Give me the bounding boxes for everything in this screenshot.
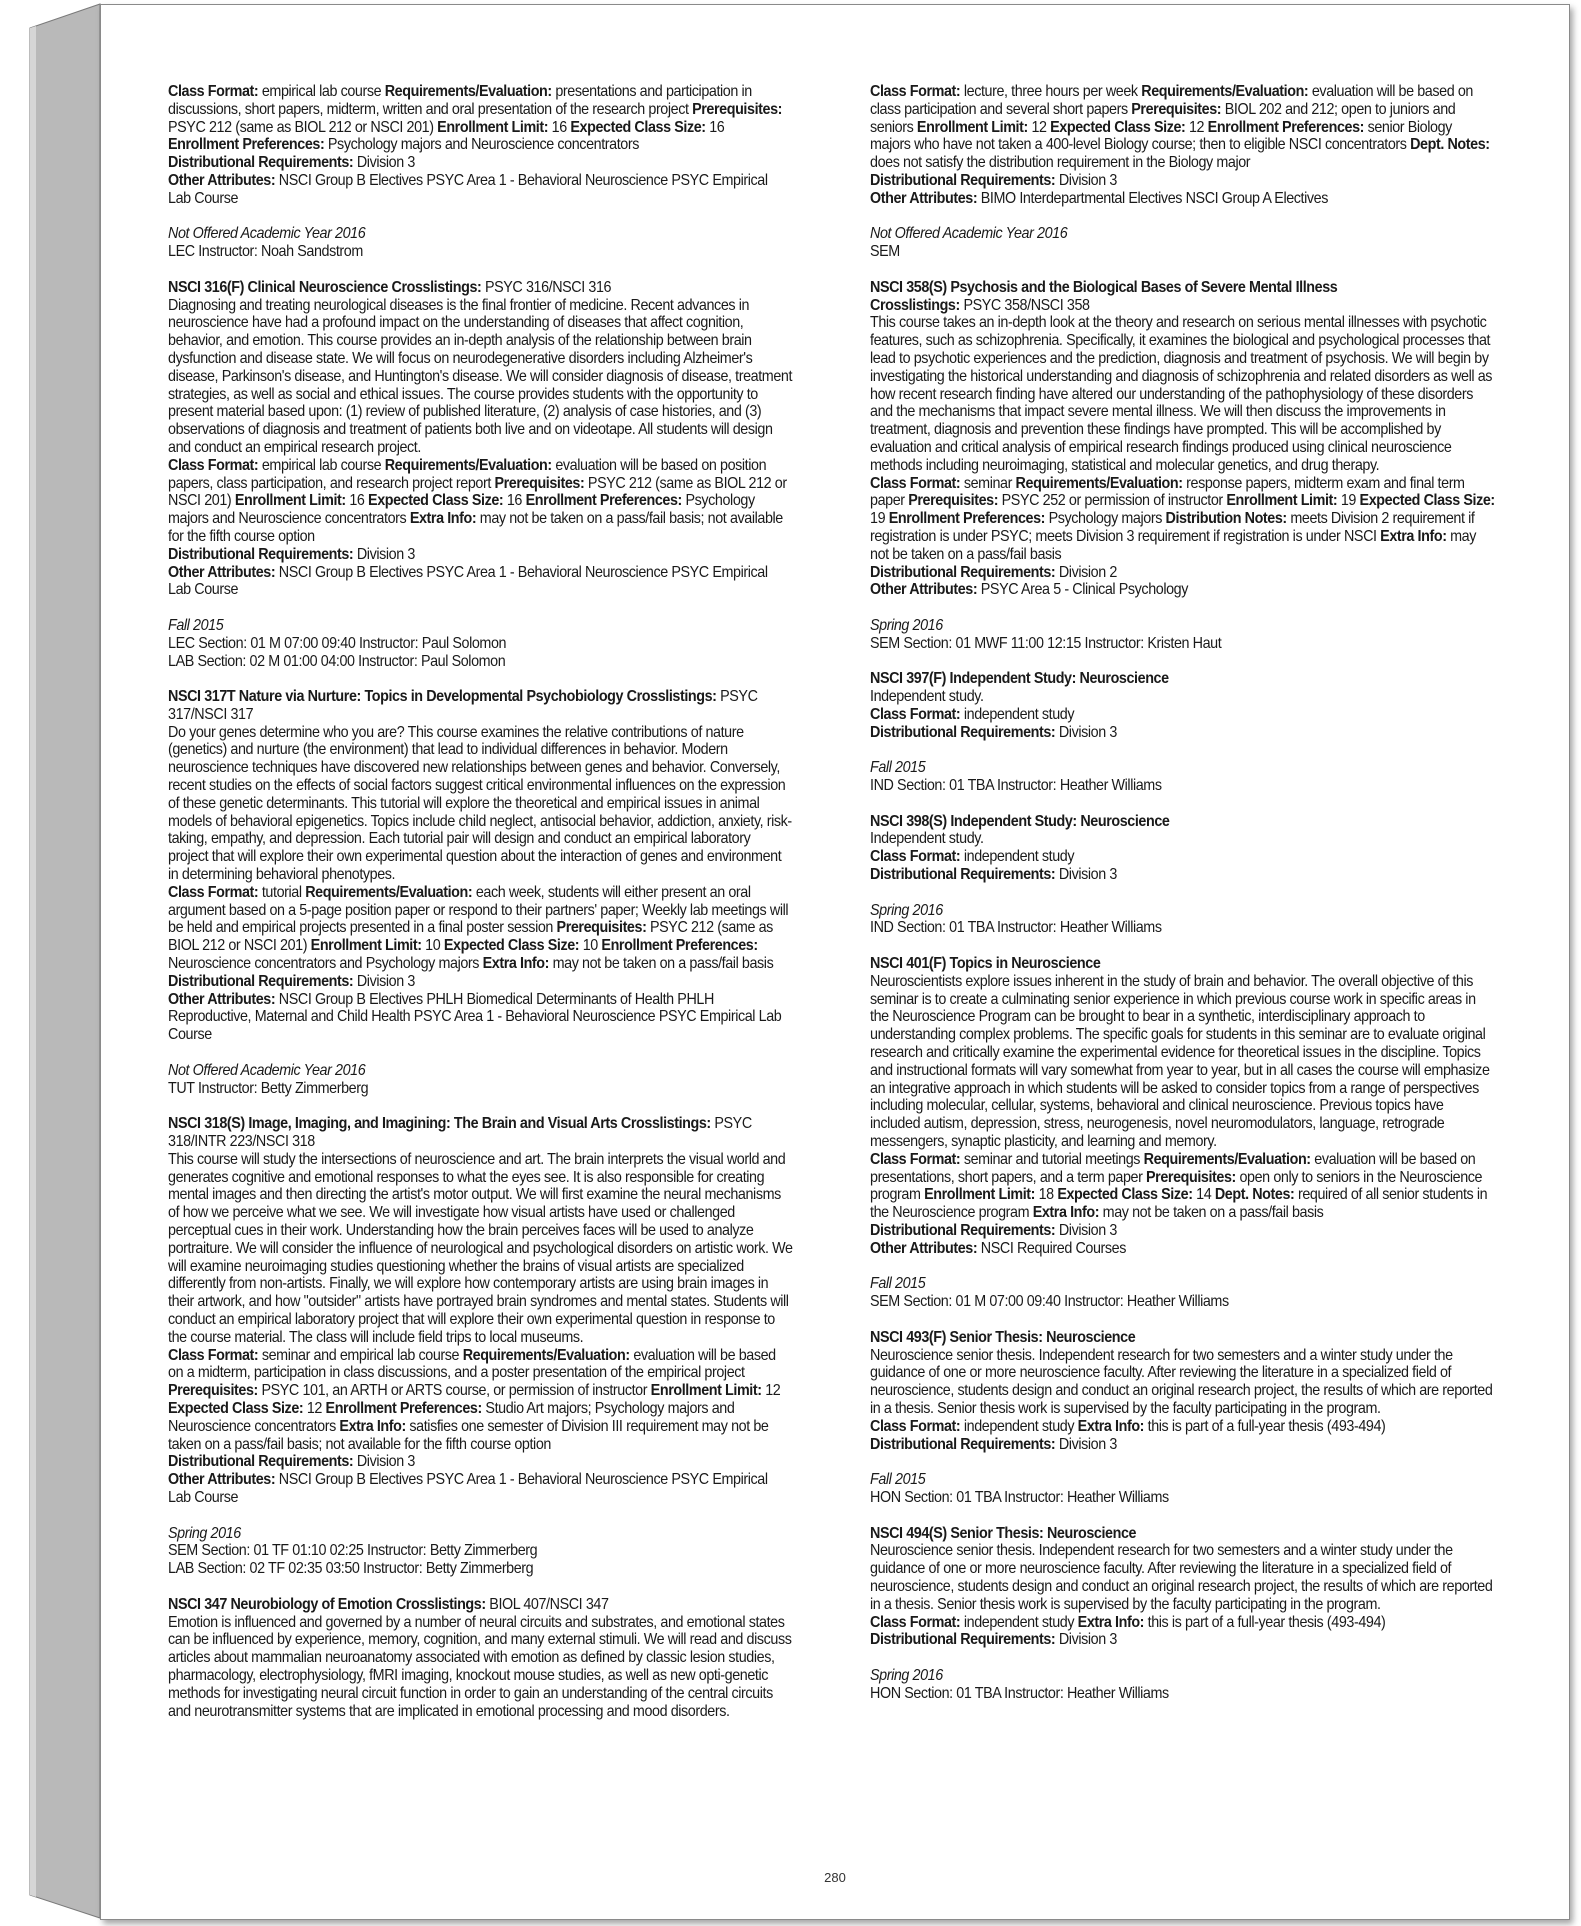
paragraph-gap (870, 1311, 1496, 1329)
paragraph-gap (870, 653, 1496, 671)
text-block: SEM (870, 243, 900, 261)
text-block: LEC Section: 01 M 07:00 09:40 Instructor: Paul Solomon (168, 634, 507, 652)
paragraph-gap (870, 1507, 1496, 1525)
text-block: Distributional Requirements: Division 3 (870, 171, 1117, 189)
text-block: Class Format: empirical lab course Requirements/Evaluation: evaluation will be based on position papers, class participation, and research project report Prerequisites: PSYC 212 (same as BIOL 212 or NSCI 201) Enrollment Limit: 16 Expected Class Size: 16 Enrollment Preferences: Psychology majors and Neuroscience concentrators Extra Info: may not be taken on a pass/fail basis; not available for the fifth course option (168, 456, 787, 545)
text-block: SEM Section: 01 MWF 11:00 12:15 Instructor: Kristen Haut (870, 634, 1222, 652)
text-block: Emotion is influenced and governed by a number of neural circuits and substrates, and emotional states can be influenced by experience, memory, cognition, and many external stimuli. We will read and discuss articles about mammalian neuroanatomy associated with emotion as defined by classic lesion studies, pharmacology, electrophysiology, fMRI imaging, knockout mouse studies, as well as new opti-genetic methods for investigating neural circuit function in order to gain an understanding of the central circuits and neurotransmitter systems that are implicated in emotional processing and mood disorders. (168, 1613, 792, 1720)
text-block: NSCI 397(F) Independent Study: Neuroscience (870, 670, 1169, 688)
text-block: Class Format: independent study Extra Info: this is part of a full-year thesis (493-494) (870, 1613, 1386, 1631)
text-block: This course will study the intersections of neuroscience and art. The brain interprets the visual world and generates cognitive and emotional responses to what the eyes see. It is also responsible for creating mental images and then directing the artist's motor output. We will first examine the neural mechanisms of how we perceive what we see. We will investigate how visual artists have used or challenged perceptual cues in their work. Understanding how the brain perceives faces will be used to analyze portraiture. We will consider the influence of neurological and psychological disorders on artistic work. We will examine neuroimaging studies questioning whether the brains of visual artists are specialized differently from non-artists. Finally, we will explore how contemporary artists are using brain images in their artwork, and how "outsider" artists have portrayed brain syndromes and mental states. Students will conduct an empirical laboratory project that will explore their own experimental question in response to the course material. The class will include field trips to local museums. (168, 1150, 793, 1346)
paragraph-gap (168, 670, 794, 688)
paragraph-gap (168, 599, 794, 617)
text-block: Neuroscientists explore issues inherent in the study of brain and behavior. The overall objective of this seminar is to create a culminating senior experience in which previous course work in specific areas in the Neuroscience Program can be brought to bear in a synthetic, interdisciplinary approach to understanding complex problems. The specific goals for students in this seminar are to evaluate original research and critically examine the experimental evidence for theoretical issues in the discipline. Topics and instructional formats will vary somewhat from year to year, but in all cases the course will emphasize an integrative approach in which students will be asked to consider topics from a range of perspectives including molecular, cellular, systems, behavioral and clinical neuroscience. Previous topics have included autism, depression, stress, neurogenesis, novel neuromodulators, language, retrograde messengers, synaptic plasticity, and learning and memory. (870, 972, 1490, 1151)
paragraph-gap (870, 1453, 1496, 1471)
text-block: Distributional Requirements: Division 3 (168, 154, 415, 172)
text-block: Crosslistings: PSYC 358/NSCI 358 (870, 296, 1090, 314)
text-block: TUT Instructor: Betty Zimmerberg (168, 1079, 369, 1097)
paragraph-gap (870, 599, 1496, 617)
page-number: 280 (824, 1870, 846, 1885)
text-block: LAB Section: 02 TF 02:35 03:50 Instructor: Betty Zimmerberg (168, 1560, 534, 1578)
text-block: Not Offered Academic Year 2016 (870, 225, 1068, 243)
text-block: Distributional Requirements: Division 3 (168, 1453, 415, 1471)
paragraph-gap (168, 1097, 794, 1115)
text-block: NSCI 317T Nature via Nurture: Topics in Developmental Psychobiology Crosslistings: PSYC 317/NSCI 317 (168, 688, 758, 723)
text-block: Other Attributes: NSCI Required Courses (870, 1239, 1126, 1257)
text-block: Other Attributes: NSCI Group B Electives PSYC Area 1 - Behavioral Neuroscience PSYC Empirical Lab Course (168, 171, 768, 207)
paragraph-gap (870, 1649, 1496, 1667)
right-column (870, 83, 1496, 1703)
text-block: Distributional Requirements: Division 3 (168, 972, 415, 990)
text-block: Distributional Requirements: Division 3 (870, 1222, 1117, 1239)
text-block: NSCI 494(S) Senior Thesis: Neuroscience (870, 1524, 1137, 1542)
text-block: Independent study. (870, 688, 984, 706)
text-block: Neuroscience senior thesis. Independent research for two semesters and a winter study under the guidance of one or more neuroscience faculty. After reviewing the literature in a specialized field of neuroscience, students design and conduct an original research project, the results of which are reported in a thesis. Senior thesis work is supervised by the faculty participating in the program. (870, 1542, 1493, 1613)
text-block: Spring 2016 (168, 1524, 241, 1542)
text-block: Distributional Requirements: Division 3 (870, 1631, 1117, 1649)
text-block: IND Section: 01 TBA Instructor: Heather Williams (870, 777, 1162, 795)
paragraph-gap (168, 261, 794, 279)
text-block: HON Section: 01 TBA Instructor: Heather Williams (870, 1684, 1169, 1702)
paragraph-gap (870, 795, 1496, 813)
text-block: Distributional Requirements: Division 2 (870, 563, 1117, 581)
text-block: SEM Section: 01 TF 01:10 02:25 Instructor: Betty Zimmerberg (168, 1542, 538, 1560)
text-block: NSCI 318(S) Image, Imaging, and Imagining: The Brain and Visual Arts Crosslistings: PSYC 318/INTR 223/NSCI 318 (168, 1115, 752, 1151)
text-block: Class Format: seminar and tutorial meetings Requirements/Evaluation: evaluation will be based on presentations, short papers, and a term paper Prerequisites: open only to seniors in the Neuroscience program Enrollment Limit: 18 Expected Class Size: 14 Dept. Notes: required of all senior students in the Neuroscience program Extra Info: may not be taken on a pass/fail basis (870, 1150, 1488, 1222)
text-block: Spring 2016 (870, 616, 943, 634)
text-block: IND Section: 01 TBA Instructor: Heather Williams (870, 919, 1162, 937)
text-block: Fall 2015 (870, 1275, 926, 1293)
text-block: Independent study. (870, 830, 984, 848)
text-block: Other Attributes: PSYC Area 5 - Clinical Psychology (870, 581, 1188, 599)
text-block: Spring 2016 (870, 1666, 943, 1684)
paragraph-gap (168, 1578, 794, 1596)
text-block: Class Format: seminar and empirical lab course Requirements/Evaluation: evaluation will be based on a midterm, participation in class discussions, and a poster presentation of the empirical project Prerequisites: PSYC 101, an ARTH or ARTS course, or permission of instructor Enrollment Limit: 12 Expected Class Size: 12 Enrollment Preferences: Studio Art majors; Psychology majors and Neuroscience concentrators Extra Info: satisfies one semester of Division III requirement may not be taken on a pass/fail basis; not available for the fifth course option (168, 1346, 781, 1453)
text-block: Not Offered Academic Year 2016 (168, 1061, 366, 1079)
text-block: Fall 2015 (870, 1471, 926, 1489)
text-block: Class Format: lecture, three hours per week Requirements/Evaluation: evaluation will be based on class participation and several short papers Prerequisites: BIOL 202 and 212; open to juniors and seniors Enrollment Limit: 12 Expected Class Size: 12 Enrollment Preferences: senior Biology majors who have not taken a 400-level Biology course; then to eligible NSCI concentrators Dept. Notes: does not satisfy the distribution requirement in the Biology major (870, 83, 1490, 172)
text-block: NSCI 493(F) Senior Thesis: Neuroscience (870, 1328, 1136, 1346)
paragraph-gap (870, 208, 1496, 226)
text-block: NSCI 358(S) Psychosis and the Biological Bases of Severe Mental Illness (870, 278, 1338, 296)
text-block: SEM Section: 01 M 07:00 09:40 Instructor: Heather Williams (870, 1293, 1229, 1311)
paragraph-gap (168, 1507, 794, 1525)
text-block: LAB Section: 02 M 01:00 04:00 Instructor: Paul Solomon (168, 652, 506, 670)
text-block: NSCI 316(F) Clinical Neuroscience Crosslistings: PSYC 316/NSCI 316 (168, 278, 612, 296)
text-block: Fall 2015 (168, 616, 224, 634)
text-block: NSCI 401(F) Topics in Neuroscience (870, 955, 1101, 973)
text-block: Distributional Requirements: Division 3 (870, 723, 1117, 741)
text-block: Other Attributes: BIMO Interdepartmental Electives NSCI Group A Electives (870, 189, 1328, 207)
paragraph-gap (870, 741, 1496, 759)
text-block: Diagnosing and treating neurological diseases is the final frontier of medicine. Recent advances in neuroscience have had a profound impact on the understanding of diseases that affect cognition, behavior, and emotion. This course provides an in-depth analysis of the relationship between brain dysfunction and disease state. We will focus on neurodegenerative disorders including Alzheimer's disease, Parkinson's disease, and Huntington's disease. We will consider diagnosis of disease, treatment strategies, as well as social and ethical issues. The course provides students with the opportunity to present material based upon: (1) review of published literature, (2) analysis of case histories, and (3) observations of diagnosis and treatment of patients both live and on videotape. All students will design and conduct an empirical research project. (168, 296, 793, 456)
text-block: Fall 2015 (870, 759, 926, 777)
left-column (168, 83, 794, 1720)
text-block: Distributional Requirements: Division 3 (168, 545, 415, 563)
text-block: Other Attributes: NSCI Group B Electives PSYC Area 1 - Behavioral Neuroscience PSYC Empirical Lab Course (168, 563, 768, 599)
text-block: Class Format: independent study (870, 848, 1075, 866)
paragraph-gap (870, 937, 1496, 955)
text-block: Neuroscience senior thesis. Independent research for two semesters and a winter study under the guidance of one or more neuroscience faculty. After reviewing the literature in a specialized field of neuroscience, students design and conduct an original research project, the results of which are reported in a thesis. Senior thesis work is supervised by the faculty participating in the program. (870, 1346, 1493, 1417)
paragraph-gap (870, 1258, 1496, 1276)
paragraph-gap (168, 1044, 794, 1062)
text-block: Other Attributes: NSCI Group B Electives PHLH Biomedical Determinants of Health PHLH Reproductive, Maternal and Child Health PSYC Area 1 - Behavioral Neuroscience PSYC Empirical Lab Course (168, 990, 782, 1044)
catalog-page (100, 4, 1570, 1920)
text-block: Do your genes determine who you are? This course examines the relative contributions of nature (genetics) and nurture (the environment) that lead to individual differences in behavior. Modern neuroscience techniques have discovered new relationships between genes and behavior. Conversely, recent studies on the effects of social factors suggest critical environmental influences on the expression of these genetic determinants. This tutorial will explore the theoretical and empirical issues in animal models of behavioral epigenetics. Topics include child neglect, antisocial behavior, addiction, anxiety, risk-taking, empathy, and depression. Each tutorial pair will design and conduct an empirical laboratory project that will explore their own experimental question about the interaction of genes and environment in determining behavioral phenotypes. (168, 723, 792, 884)
text-block: Other Attributes: NSCI Group B Electives PSYC Area 1 - Behavioral Neuroscience PSYC Empirical Lab Course (168, 1471, 768, 1506)
text-block: Class Format: independent study (870, 705, 1075, 723)
text-block: NSCI 347 Neurobiology of Emotion Crosslistings: BIOL 407/NSCI 347 (168, 1595, 609, 1613)
text-block: Distributional Requirements: Division 3 (870, 1435, 1117, 1453)
text-block: Not Offered Academic Year 2016 (168, 225, 366, 243)
paragraph-gap (870, 884, 1496, 902)
text-block: Class Format: independent study Extra Info: this is part of a full-year thesis (493-494) (870, 1417, 1386, 1435)
text-block: Class Format: seminar Requirements/Evaluation: response papers, midterm exam and final term paper Prerequisites: PSYC 252 or permission of instructor Enrollment Limit: 19 Expected Class Size: 19 Enrollment Preferences: Psychology majors Distribution Notes: meets Division 2 requirement if registration is under PSYC; meets Division 3 requirement if registration is under NSCI Extra Info: may not be taken on a pass/fail basis (870, 474, 1495, 563)
paragraph-gap (870, 261, 1496, 279)
text-block: Class Format: empirical lab course Requirements/Evaluation: presentations and participation in discussions, short papers, midterm, written and oral presentation of the research project Prerequisites: PSYC 212 (same as BIOL 212 or NSCI 201) Enrollment Limit: 16 Expected Class Size: 16 Enrollment Preferences: Psychology majors and Neuroscience concentrators (168, 83, 782, 154)
text-block: This course takes an in-depth look at the theory and research on serious mental illnesses with psychotic features, such as schizophrenia. Specifically, it examines the biological and psychological processes that lead to psychotic experiences and the prediction, diagnosis and treatment of psychosis. We will begin by investigating the historical understanding and diagnosis of schizophrenia and related disorders as well as how recent research finding have altered our understanding of the pathophysiology of these disorders and the mechanisms that impact severe mental illness. We will then discuss the improvements in treatment, diagnosis and prevention these findings have prompted. This will be accomplished by evaluation and critical analysis of empirical research findings produced using clinical neuroscience methods including neuroimaging, statistical and molecular genetics, and drug therapy. (870, 314, 1493, 474)
text-block: LEC Instructor: Noah Sandstrom (168, 243, 363, 261)
text-block: HON Section: 01 TBA Instructor: Heather Williams (870, 1488, 1169, 1506)
paragraph-gap (168, 208, 794, 226)
text-block: Distributional Requirements: Division 3 (870, 866, 1117, 884)
text-block: NSCI 398(S) Independent Study: Neuroscience (870, 812, 1170, 830)
text-block: Spring 2016 (870, 901, 943, 919)
text-block: Class Format: tutorial Requirements/Evaluation: each week, students will either present an oral argument based on a 5-page position paper or respond to their partners' paper; Weekly lab meetings will be held and empirical projects presented in a final poster session Prerequisites: PSYC 212 (same as BIOL 212 or NSCI 201) Enrollment Limit: 10 Expected Class Size: 10 Enrollment Preferences: Neuroscience concentrators and Psychology majors Extra Info: may not be taken on a pass/fail basis (168, 883, 789, 973)
